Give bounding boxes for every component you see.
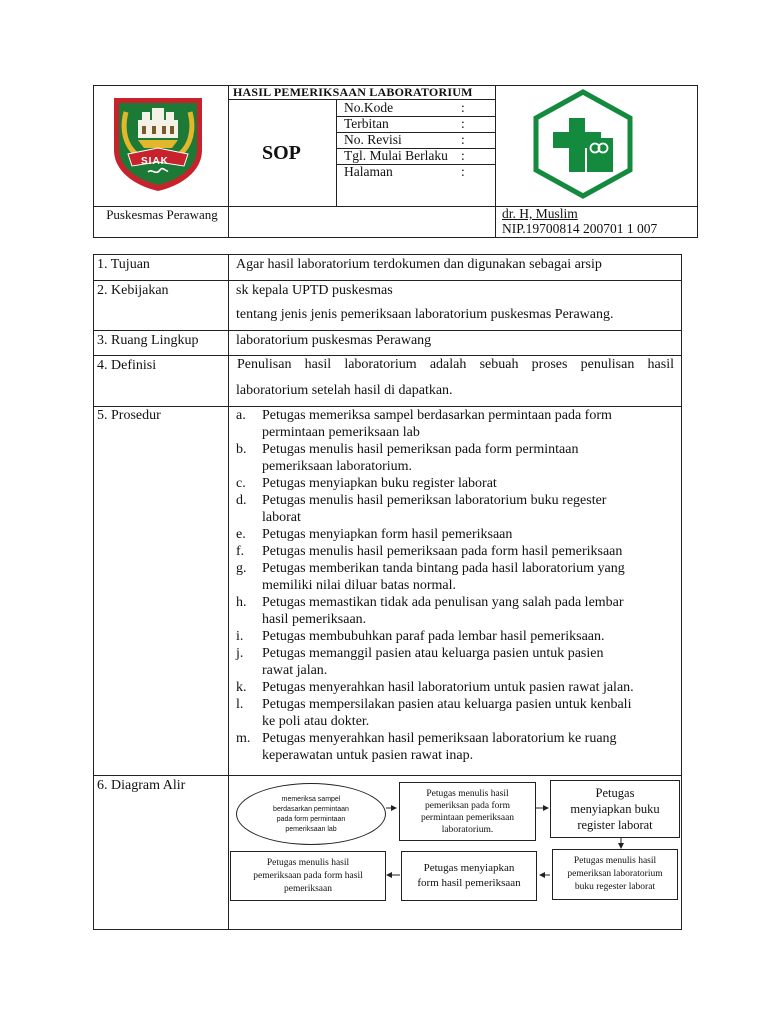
flow-text: pemeriksan laboratorium bbox=[567, 869, 663, 879]
section-label-diagram-alir: 6. Diagram Alir bbox=[97, 778, 186, 793]
prosedur-step-letter: e. bbox=[236, 527, 246, 542]
sop-label: SOP bbox=[262, 142, 301, 164]
prosedur-step-letter: c. bbox=[236, 476, 246, 491]
flow-text: menyiapkan buku bbox=[570, 802, 660, 816]
flow-text: memeriksa sampel bbox=[281, 796, 341, 803]
prosedur-step-text: hasil pemeriksaan. bbox=[262, 612, 367, 627]
prosedur-step-text: Petugas menyerahkan hasil pemeriksaan laboratorium ke ruang bbox=[262, 731, 617, 746]
prosedur-step-text: Petugas menulis hasil pemeriksaan pada form hasil pemeriksaan bbox=[262, 544, 623, 559]
flow-text: pemeriksaan bbox=[283, 883, 332, 894]
flow-text: pemeriksan pada form bbox=[425, 800, 510, 811]
puskesmas-logo bbox=[531, 88, 635, 200]
prosedur-step-text: Petugas menulis hasil pemeriksan pada form permintaan bbox=[262, 442, 579, 457]
flow-box-write-request-form bbox=[399, 782, 536, 841]
meta-colon: : bbox=[461, 164, 465, 179]
section-label-kebijakan: 2. Kebijakan bbox=[97, 283, 169, 298]
siak-seal-logo bbox=[106, 92, 210, 192]
section-label-ruang-lingkup: 3. Ruang Lingkup bbox=[97, 333, 199, 348]
section-label-tujuan: 1. Tujuan bbox=[97, 257, 150, 272]
table-divider bbox=[93, 355, 682, 356]
meta-label: Terbitan bbox=[344, 116, 389, 131]
prosedur-step-text: permintaan pemeriksaan lab bbox=[262, 425, 420, 440]
prosedur-step-letter: d. bbox=[236, 493, 247, 508]
prosedur-step-text: laborat bbox=[262, 510, 301, 525]
flow-start-ellipse bbox=[236, 783, 386, 845]
meta-label: No. Revisi bbox=[344, 132, 402, 147]
prosedur-step-letter: a. bbox=[236, 408, 246, 423]
prosedur-step-text: Petugas menyiapkan form hasil pemeriksaan bbox=[262, 527, 513, 542]
table-divider bbox=[93, 330, 682, 331]
prosedur-step-letter: i. bbox=[236, 629, 244, 644]
flow-box-write-register bbox=[552, 849, 678, 900]
header-divider bbox=[495, 85, 496, 238]
flow-box-prepare-result-form bbox=[401, 851, 537, 901]
prosedur-step-text: Petugas memastikan tidak ada penulisan yang salah pada lembar bbox=[262, 595, 624, 610]
prosedur-step-text: Petugas menyerahkan hasil laboratorium untuk pasien rawat jalan. bbox=[262, 680, 634, 695]
prosedur-step-text: Petugas mempersilakan pasien atau keluarga pasien untuk kenbali bbox=[262, 697, 632, 712]
flow-box-prepare-register bbox=[550, 780, 680, 838]
prosedur-step-text: Petugas memberikan tanda bintang pada hasil laboratorium yang bbox=[262, 561, 625, 576]
table-divider bbox=[93, 406, 682, 407]
prosedur-step-letter: f. bbox=[236, 544, 245, 559]
prosedur-step-text: keperawatan untuk pasien rawat inap. bbox=[262, 748, 474, 763]
header-divider bbox=[228, 85, 229, 238]
flow-text: Petugas bbox=[595, 786, 635, 800]
prosedur-step-text: Petugas membubuhkan paraf pada lembar hasil pemeriksaan. bbox=[262, 629, 605, 644]
puskesmas-name: Puskesmas Perawang bbox=[106, 207, 218, 222]
meta-colon: : bbox=[461, 148, 465, 163]
flow-text: form hasil pemeriksaan bbox=[417, 877, 521, 889]
prosedur-step-text: rawat jalan. bbox=[262, 663, 328, 678]
flow-text: berdasarkan permintaan bbox=[273, 806, 349, 813]
kebijakan-line: sk kepala UPTD puskesmas bbox=[236, 283, 393, 298]
tujuan-text: Agar hasil laboratorium terdokumen dan digunakan sebagai arsip bbox=[236, 257, 602, 272]
meta-label: No.Kode bbox=[344, 100, 394, 115]
kebijakan-line: tentang jenis jenis pemeriksaan laboratorium puskesmas Perawang. bbox=[236, 307, 614, 322]
prosedur-step-text: ke poli atau dokter. bbox=[262, 714, 370, 729]
doctor-nip: NIP.19700814 200701 1 007 bbox=[502, 221, 658, 236]
table-divider bbox=[93, 280, 682, 281]
prosedur-step-letter: l. bbox=[236, 697, 244, 712]
flow-text: Petugas menulis hasil bbox=[266, 857, 350, 868]
flow-box-write-result-form bbox=[230, 851, 386, 901]
definisi-line: Penulisan hasil laboratorium adalah sebuah proses penulisan hasil bbox=[237, 357, 674, 372]
meta-colon: : bbox=[461, 100, 465, 115]
flow-text: register laborat bbox=[577, 818, 653, 832]
flow-text: pada form permintaan bbox=[276, 816, 346, 823]
flow-text: pemeriksaan pada form hasil bbox=[253, 870, 363, 881]
meta-colon: : bbox=[461, 116, 465, 131]
flow-text: Petugas menulis hasil bbox=[426, 788, 509, 799]
meta-label: Tgl. Mulai Berlaku bbox=[344, 148, 448, 163]
prosedur-step-text: memiliki nilai diluar batas normal. bbox=[262, 578, 457, 593]
document-title: HASIL PEMERIKSAAN LABORATORIUM bbox=[233, 85, 473, 99]
prosedur-step-text: Petugas memeriksa sampel berdasarkan permintaan pada form bbox=[262, 408, 612, 423]
flow-text: Petugas menyiapkan bbox=[423, 862, 515, 874]
seal-logo-text: SIAK bbox=[141, 156, 169, 167]
prosedur-step-letter: j. bbox=[236, 646, 244, 661]
prosedur-step-letter: g. bbox=[236, 561, 247, 576]
flow-text: pemeriksaan lab bbox=[285, 826, 337, 833]
prosedur-step-text: Petugas menulis hasil pemeriksan laboratorium buku regester bbox=[262, 493, 607, 508]
flow-text: laboratorium. bbox=[441, 824, 494, 835]
prosedur-step-letter: m. bbox=[236, 731, 251, 746]
meta-colon: : bbox=[461, 132, 465, 147]
ruang-lingkup-text: laboratorium puskesmas Perawang bbox=[236, 333, 432, 348]
prosedur-step-text: Petugas memanggil pasien atau keluarga pasien untuk pasien bbox=[262, 646, 604, 661]
meta-label: Halaman bbox=[344, 164, 393, 179]
doctor-name: dr. H, Muslim bbox=[502, 206, 578, 221]
prosedur-step-letter: k. bbox=[236, 680, 247, 695]
prosedur-step-letter: b. bbox=[236, 442, 247, 457]
prosedur-step-letter: h. bbox=[236, 595, 247, 610]
flow-text: Petugas menulis hasil bbox=[573, 856, 657, 866]
flow-text: buku regester laborat bbox=[574, 882, 656, 892]
section-label-prosedur: 5. Prosedur bbox=[97, 408, 161, 423]
flow-text: permintaan pemeriksaan bbox=[420, 812, 515, 823]
prosedur-step-text: Petugas menyiapkan buku register laborat bbox=[262, 476, 497, 491]
prosedur-step-text: pemeriksaan laboratorium. bbox=[262, 459, 413, 474]
definisi-line: laboratorium setelah hasil di dapatkan. bbox=[236, 383, 453, 398]
section-label-definisi: 4. Definisi bbox=[97, 358, 157, 373]
